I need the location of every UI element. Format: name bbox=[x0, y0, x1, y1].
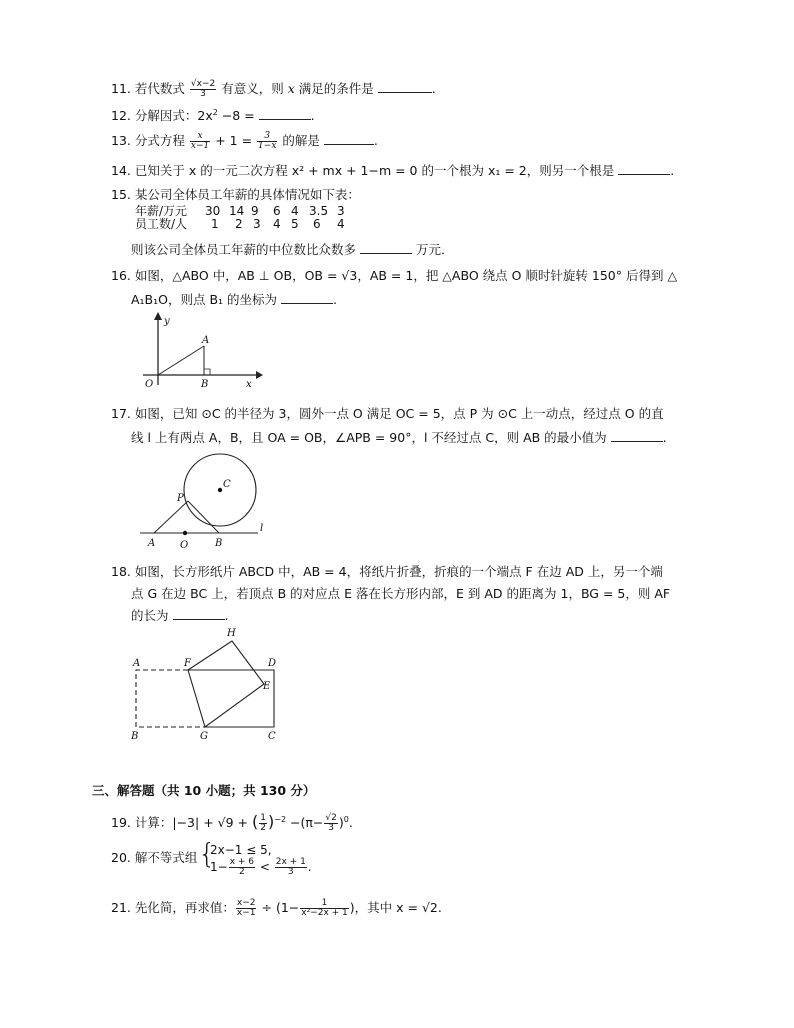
q11-number: 11. bbox=[111, 81, 131, 96]
q18-answer-blank bbox=[173, 607, 225, 620]
q14-answer-blank bbox=[618, 162, 670, 175]
q20-f2-num: 2x + 1 bbox=[275, 857, 306, 867]
center-C bbox=[218, 488, 222, 492]
q16-figure bbox=[138, 310, 263, 390]
q21-number: 21. bbox=[111, 900, 131, 915]
q18-line-2-wrap bbox=[131, 584, 670, 602]
q19-text-a: 计算：|−3| + √9 + bbox=[134, 815, 249, 830]
question-18 bbox=[111, 562, 663, 580]
question-13 bbox=[111, 131, 378, 151]
q11-end: . bbox=[431, 81, 436, 96]
label-y: y bbox=[164, 316, 170, 327]
label-C: C bbox=[268, 731, 276, 742]
q13-end: . bbox=[373, 133, 378, 148]
q11-text-c: 满足的条件是 bbox=[298, 81, 374, 96]
q13-text-a: 分式方程 bbox=[134, 133, 185, 148]
q20-fraction-2 bbox=[275, 858, 307, 877]
q17-figure bbox=[138, 450, 273, 550]
q12-text-b: −8 = bbox=[221, 108, 255, 123]
label-B: B bbox=[201, 379, 209, 390]
q20-row-1: 2x−1 ≤ 5, bbox=[210, 843, 272, 857]
q15-row1-cell: 30 bbox=[205, 204, 221, 218]
rectangle-outline bbox=[188, 670, 274, 727]
q20-f1-num: x + 6 bbox=[229, 857, 255, 867]
q12-answer-blank bbox=[259, 107, 311, 120]
q14-end: . bbox=[670, 163, 675, 178]
q15-row1-cell: 9 bbox=[251, 204, 259, 218]
q19-paren-open: ( bbox=[252, 812, 259, 831]
q11-var: x bbox=[287, 81, 295, 96]
q21-text-c: (1− bbox=[275, 900, 300, 915]
q12-end: . bbox=[310, 108, 315, 123]
folded-part-outline bbox=[136, 670, 205, 727]
q16-line-2: A₁B₁O，则点 B₁ 的坐标为 bbox=[131, 292, 278, 307]
q19-exp-1: −2 bbox=[274, 814, 287, 824]
question-17 bbox=[111, 404, 664, 422]
q11-text-a: 若代数式 bbox=[134, 81, 185, 96]
q14-text: 已知关于 x 的一元二次方程 x² + mx + 1−m = 0 的一个根为 x₁ = 2，则另一个根是 bbox=[134, 163, 615, 178]
q20-r2-a: 1− bbox=[210, 860, 228, 874]
q15-tail bbox=[131, 240, 454, 258]
q19-fraction-1 bbox=[259, 814, 267, 833]
q13-f2-den: 1−x bbox=[258, 141, 277, 151]
q15-table bbox=[135, 205, 351, 231]
q19-f2-den: 3 bbox=[328, 823, 334, 833]
q12-text-a: 分解因式：2x bbox=[134, 108, 213, 123]
q13-text-b: + 1 = bbox=[215, 133, 253, 148]
q12-sup: 2 bbox=[212, 107, 218, 117]
question-21 bbox=[111, 898, 442, 918]
q19-fraction-2 bbox=[324, 814, 337, 833]
q17-number: 17. bbox=[111, 406, 131, 421]
q15-row1-cell: 3 bbox=[337, 204, 345, 218]
point-O bbox=[183, 531, 187, 535]
q15-row1-label: 年薪/万元 bbox=[135, 204, 188, 218]
q20-r2-end: . bbox=[307, 860, 312, 874]
q20-brace: { bbox=[198, 837, 216, 870]
q13-f1-num: x bbox=[190, 132, 210, 142]
question-15 bbox=[111, 185, 360, 203]
question-14 bbox=[111, 161, 674, 179]
label-D: D bbox=[268, 658, 277, 669]
label-P: P bbox=[177, 493, 184, 504]
q15-row1-cell: 3.5 bbox=[309, 204, 329, 218]
q15-row1-cell: 14 bbox=[229, 204, 245, 218]
q15-row2-cell: 5 bbox=[291, 217, 299, 231]
q19-end: . bbox=[348, 815, 353, 830]
q19-paren-close: ) bbox=[267, 812, 275, 831]
q15-answer-blank bbox=[360, 241, 412, 254]
q21-text-a: 先化简，再求值： bbox=[134, 900, 235, 915]
q13-fraction-2 bbox=[257, 132, 277, 151]
q15-table-row-2 bbox=[135, 218, 351, 231]
q15-tail-a: 则该公司全体员工年薪的中位数比众数多 bbox=[131, 242, 357, 257]
q14-number: 14. bbox=[111, 163, 131, 178]
q21-f1-num: x−2 bbox=[236, 898, 256, 908]
right-angle-mark bbox=[204, 369, 210, 375]
q20-number: 20. bbox=[111, 850, 131, 865]
q11-text-b: 有意义，则 bbox=[221, 81, 284, 96]
segment-PA bbox=[154, 501, 188, 533]
q18-line-3: 的长为 bbox=[131, 608, 169, 623]
label-x: x bbox=[246, 379, 252, 390]
label-O: O bbox=[180, 540, 189, 550]
q13-answer-blank bbox=[324, 132, 374, 145]
q18-number: 18. bbox=[111, 564, 131, 579]
question-12 bbox=[111, 106, 315, 124]
segment-PB bbox=[188, 501, 219, 533]
label-E: E bbox=[263, 681, 271, 692]
q16-line-2-wrap bbox=[131, 290, 337, 308]
q20-row-2 bbox=[210, 858, 312, 877]
q15-row2-cell: 1 bbox=[211, 217, 219, 231]
q15-tail-b: 万元． bbox=[415, 242, 454, 257]
q21-fraction-2 bbox=[300, 899, 349, 918]
question-16 bbox=[111, 266, 677, 284]
q19-f1-num: 1 bbox=[260, 813, 266, 823]
q20-f2-den: 3 bbox=[287, 867, 294, 877]
q12-number: 12. bbox=[111, 108, 131, 123]
q17-line-1: 如图，已知 ⊙C 的半径为 3，圆外一点 O 满足 OC = 5，点 P 为 ⊙C 上一动点，经过点 O 的直 bbox=[134, 406, 664, 421]
label-B: B bbox=[131, 731, 139, 742]
y-axis-arrow bbox=[154, 312, 162, 320]
q17-end: . bbox=[662, 430, 667, 445]
label-O: O bbox=[145, 379, 154, 390]
q17-line-2-wrap bbox=[131, 428, 667, 446]
q18-line-2: 点 G 在边 BC 上，若顶点 B 的对应点 E 落在长方形内部，E 到 AD 的距离为 1，BG = 5，则 AF bbox=[131, 586, 671, 601]
q17-line-2: 线 l 上有两点 A，B，且 OA = OB，∠APB = 90°，l 不经过点 C，则 AB 的最小值为 bbox=[131, 430, 607, 445]
q21-f2-num: 1 bbox=[300, 899, 349, 909]
q19-f2-num: √2 bbox=[325, 813, 337, 823]
q16-number: 16. bbox=[111, 268, 131, 283]
label-A: A bbox=[148, 538, 156, 549]
q15-row2-label: 员工数/人 bbox=[135, 217, 188, 231]
q11-fraction bbox=[190, 80, 216, 99]
q13-number: 13. bbox=[111, 133, 131, 148]
label-G: G bbox=[200, 731, 208, 742]
q13-f2-num: 3 bbox=[257, 132, 277, 142]
q15-row2-cell: 4 bbox=[273, 217, 281, 231]
q15-row2-cell: 3 bbox=[253, 217, 261, 231]
q21-f2-den: x²−2x + 1 bbox=[301, 908, 348, 918]
q11-frac-num: √x−2 bbox=[190, 79, 216, 89]
q15-row2-cell: 4 bbox=[337, 217, 345, 231]
q18-line-1: 如图，长方形纸片 ABCD 中，AB = 4，将纸片折叠，折痕的一个端点 F 在边 AD 上，另一个端 bbox=[134, 564, 663, 579]
label-A: A bbox=[202, 335, 210, 346]
q20-f1-den: 2 bbox=[239, 867, 245, 877]
q19-f1-den: 2 bbox=[260, 823, 266, 833]
question-19 bbox=[111, 812, 353, 833]
question-11 bbox=[111, 79, 436, 99]
q19-exp-2: 0 bbox=[343, 814, 349, 824]
q11-answer-blank bbox=[378, 80, 432, 93]
q13-fraction-1 bbox=[190, 132, 210, 151]
q21-div: ÷ bbox=[261, 900, 272, 915]
q13-text-c: 的解是 bbox=[282, 133, 320, 148]
q19-number: 19. bbox=[111, 815, 131, 830]
q15-row1-cell: 4 bbox=[291, 204, 299, 218]
q15-row2-cell: 2 bbox=[235, 217, 243, 231]
label-F: F bbox=[184, 658, 191, 669]
q19-text-b: −(π− bbox=[290, 815, 324, 830]
q16-end: . bbox=[333, 292, 337, 307]
q20-text-a: 解不等式组 bbox=[134, 850, 198, 865]
label-B: B bbox=[215, 538, 223, 549]
folded-flap bbox=[188, 641, 264, 727]
q13-f1-den: x−1 bbox=[190, 141, 210, 151]
label-A: A bbox=[133, 658, 141, 669]
q17-answer-blank bbox=[611, 429, 663, 442]
q21-fraction-1 bbox=[236, 899, 257, 918]
q11-frac-den: 3 bbox=[200, 89, 206, 99]
q16-answer-blank bbox=[281, 291, 333, 304]
q16-line-1: 如图，△ABO 中，AB ⊥ OB，OB = √3，AB = 1，把 △ABO 绕点 O 顺时针旋转 150° 后得到 △ bbox=[134, 268, 678, 283]
q18-end: . bbox=[224, 608, 229, 623]
section-3-heading: 三、解答题（共 10 小题；共 130 分） bbox=[92, 783, 316, 798]
q18-figure bbox=[128, 622, 283, 747]
q21-f1-den: x−1 bbox=[236, 908, 256, 918]
q15-number: 15. bbox=[111, 187, 131, 202]
segment-OA bbox=[158, 346, 204, 375]
q19-text-c: ) bbox=[338, 815, 344, 830]
label-H: H bbox=[227, 628, 236, 639]
q20-r2-lt: < bbox=[259, 860, 270, 874]
q15-row2-cell: 6 bbox=[313, 217, 321, 231]
question-20 bbox=[111, 848, 197, 866]
label-C: C bbox=[223, 479, 231, 490]
q15-row1-cell: 6 bbox=[273, 204, 281, 218]
x-axis-arrow bbox=[256, 371, 263, 379]
q15-text: 某公司全体员工年薪的具体情况如下表： bbox=[134, 187, 360, 202]
label-l: l bbox=[260, 523, 264, 534]
q20-fraction-1 bbox=[229, 858, 255, 877]
q21-text-d: )，其中 x = √2. bbox=[349, 900, 442, 915]
